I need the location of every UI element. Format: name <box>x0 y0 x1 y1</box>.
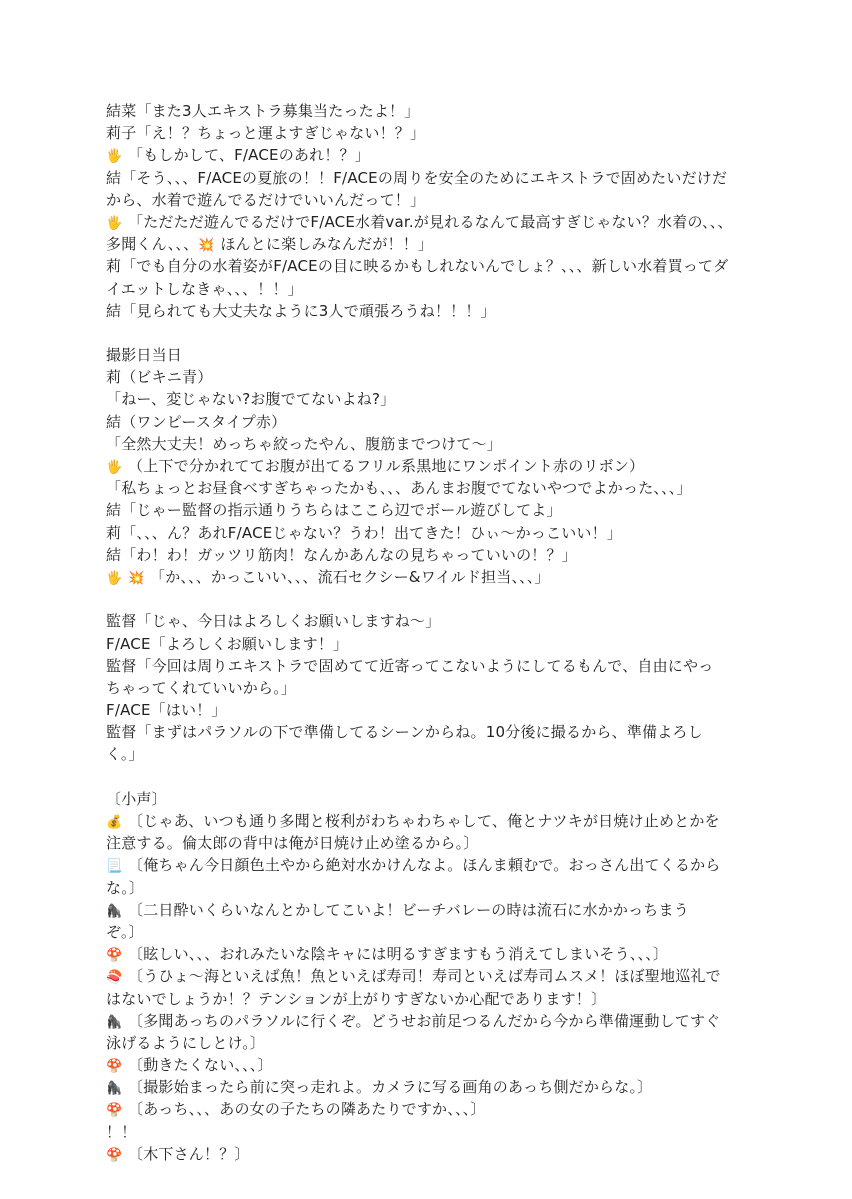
line-text: 〔動きたくない、、、〕 <box>128 1056 273 1075</box>
line-text: 結「見られても大丈夫なように3人で頑張ろうね！！！」 <box>106 301 496 320</box>
text-line <box>106 211 756 233</box>
line-text: 〔あっち、、、あの女の子たちの隣あたりですか、、、〕 <box>128 1100 486 1119</box>
text-line <box>106 1054 756 1076</box>
line-text: 「か、、、かっこいい、、、流石セクシー&ワイルド担当、、、」 <box>150 567 550 586</box>
line-text: 結（ワンピースタイプ赤） <box>106 412 287 431</box>
text-line <box>106 477 756 499</box>
mushroom-emoji-icon: 🍄 <box>106 1147 123 1163</box>
text-line <box>106 233 756 255</box>
gorilla-emoji-icon: 🦍 <box>106 1014 123 1030</box>
hand-emoji-icon: 🖐 <box>106 570 123 586</box>
text-line <box>106 522 756 544</box>
text-line <box>106 388 756 410</box>
line-text: ちゃってくれていいから。」 <box>106 678 297 697</box>
text-line <box>106 721 756 743</box>
line-text: 「私ちょっとお昼食べすぎちゃったかも、、、あんまお腹でてないやつでよかった、、、」 <box>106 479 692 498</box>
text-line <box>106 411 756 433</box>
text-line <box>106 810 756 832</box>
line-text: 結「わ！わ！ガッツリ筋肉！なんかあんなの見ちゃっていいの！？」 <box>106 545 577 564</box>
text-line <box>106 633 756 655</box>
gorilla-emoji-icon: 🦍 <box>106 1081 123 1097</box>
text-line <box>106 699 756 721</box>
document-body <box>106 100 756 1165</box>
line-text: 結「じゃー監督の指示通りうちらはここら辺でボール遊びしてよ」 <box>106 501 562 520</box>
text-line <box>106 1032 756 1054</box>
text-line <box>106 610 756 632</box>
boom-emoji-icon: 💥 <box>128 570 145 586</box>
hand-emoji-icon: 🖐 <box>106 215 123 231</box>
line-text: 「もしかして、F/ACEのあれ！？」 <box>128 146 370 165</box>
text-line <box>106 854 756 876</box>
line-text: から、水着で遊んでるだけでいいんだって！」 <box>106 190 426 209</box>
mushroom-emoji-icon: 🍄 <box>106 1059 123 1075</box>
line-text: 監督「じゃ、今日はよろしくお願いしますね〜」 <box>106 612 441 631</box>
line-text: 莉（ビキニ青） <box>106 368 213 387</box>
line-text: ぞ。〕 <box>106 922 144 941</box>
line-text: 結菜「また3人エキストラ募集当たったよ！」 <box>106 102 420 120</box>
line-text: 〔じゃあ、いつも通り多聞と桜利がわちゃわちゃして、俺とナツキが日焼け止めとかを <box>128 812 720 830</box>
text-line <box>106 1076 756 1098</box>
text-line <box>106 899 756 921</box>
text-line <box>106 344 756 366</box>
text-line <box>106 433 756 455</box>
boom-emoji-icon: 💥 <box>198 238 215 254</box>
line-text: 莉「でも自分の水着姿がF/ACEの目に映るかもしれないんでしょ？、、、新しい水着買ってダ <box>106 257 729 276</box>
blank-line <box>106 588 756 610</box>
hand-emoji-icon: 🖐 <box>106 149 123 165</box>
line-text: 莉「、、、ん？あれF/ACEじゃない？うわ！出てきた！ひぃ〜かっこいい！」 <box>106 523 623 542</box>
line-text: 〔小声〕 <box>106 789 167 808</box>
line-text: 〔多聞あっちのパラソルに行くぞ。どうせお前足つるんだから今から準備運動してすぐ <box>128 1011 721 1030</box>
text-line <box>106 921 756 943</box>
line-text: 注意する。倫太郎の背中は俺が日焼け止め塗るから。〕 <box>106 834 479 853</box>
text-line <box>106 1098 756 1120</box>
text-line <box>106 144 756 166</box>
note-emoji-icon: 📃 <box>106 859 123 875</box>
line-text: 監督「まずはパラソルの下で準備してるシーンからね。10分後に撮るから、準備よろし <box>106 723 703 742</box>
line-text: イエットしなきゃ、、、！！」 <box>106 279 303 298</box>
line-text: 結「そう、、、F/ACEの夏旅の！！F/ACEの周りを安全のためにエキストラで固めたいだけだ <box>106 168 728 187</box>
line-text: 泳げるようにしとけ。〕 <box>106 1033 266 1052</box>
text-line <box>106 366 756 388</box>
sushi-emoji-icon: 🍣 <box>106 970 123 986</box>
line-text: 「全然大丈夫！めっちゃ絞ったやん、腹筋までつけて〜」 <box>106 434 502 453</box>
line-text: 〔眩しい、、、おれみたいな陰キャには明るすぎますもう消えてしまいそう、、、〕 <box>128 945 669 964</box>
text-line <box>106 255 756 277</box>
text-line <box>106 122 756 144</box>
text-line <box>106 965 756 987</box>
hand-emoji-icon: 🖐 <box>106 460 123 475</box>
line-text: F/ACE「はい！」 <box>106 701 227 720</box>
text-line <box>106 455 756 477</box>
line-text: はないでしょうか！？テンションが上がりすぎないか心配であります！〕 <box>106 989 607 1008</box>
text-line <box>106 988 756 1010</box>
line-text: 「ねー、変じゃない?お腹でてないよね?」 <box>106 390 396 409</box>
text-line <box>106 877 756 899</box>
blank-line <box>106 322 756 344</box>
gorilla-emoji-icon: 🦍 <box>106 903 123 919</box>
line-text: F/ACE「よろしくお願いします！」 <box>106 634 349 653</box>
line-text: 〔撮影始まったら前に突っ走れよ。カメラに写る画角のあっち側だからな。〕 <box>128 1078 653 1097</box>
line-text: ほんとに楽しみなんだが！！」 <box>220 235 434 254</box>
line-text: 撮影日当日 <box>106 346 183 365</box>
text-line <box>106 278 756 300</box>
bag-emoji-icon: 💰 <box>106 815 123 830</box>
text-line <box>106 832 756 854</box>
line-text: く。」 <box>106 745 144 764</box>
text-line <box>106 655 756 677</box>
line-text: 「ただただ遊んでるだけでF/ACE水着var.が見れるなんて最高すぎじゃない？水着の、、、 <box>128 212 733 231</box>
line-text: 〔木下さん！？〕 <box>128 1144 250 1163</box>
line-text: 多聞くん、、、 <box>106 235 199 254</box>
line-text: （上下で分かれててお腹が出てるフリル系黒地にワンポイント赤のリボン） <box>128 457 645 475</box>
text-line <box>106 499 756 521</box>
text-line <box>106 300 756 322</box>
line-text: 〔うひょ〜海といえば魚！魚といえば寿司！寿司といえば寿司ムスメ！ほぼ聖地巡礼で <box>128 967 721 986</box>
text-line <box>106 566 756 588</box>
mushroom-emoji-icon: 🍄 <box>106 948 123 964</box>
line-text: 莉子「え！？ちょっと運よすぎじゃない！？」 <box>106 124 426 143</box>
text-line <box>106 1143 756 1165</box>
text-line <box>106 544 756 566</box>
blank-line <box>106 766 756 788</box>
line-text: ！！ <box>106 1122 137 1141</box>
text-line <box>106 100 756 122</box>
line-text: 〔俺ちゃん今日顔色土やから絶対水かけんなよ。ほんま頼むで。おっさん出てくるから <box>128 856 721 875</box>
line-text: 監督「今回は周りエキストラで固めてて近寄ってこないようにしてるもんで、自由にやっ <box>106 656 714 675</box>
line-text: な。〕 <box>106 878 145 897</box>
text-line <box>106 167 756 189</box>
text-line <box>106 943 756 965</box>
text-line <box>106 677 756 699</box>
line-text: 〔二日酔いくらいなんとかしてこいよ！ビーチバレーの時は流石に水かかっちまう <box>128 900 689 919</box>
text-line <box>106 189 756 211</box>
text-line <box>106 1121 756 1143</box>
text-line <box>106 1010 756 1032</box>
mushroom-emoji-icon: 🍄 <box>106 1103 123 1119</box>
text-line <box>106 788 756 810</box>
text-line <box>106 743 756 765</box>
